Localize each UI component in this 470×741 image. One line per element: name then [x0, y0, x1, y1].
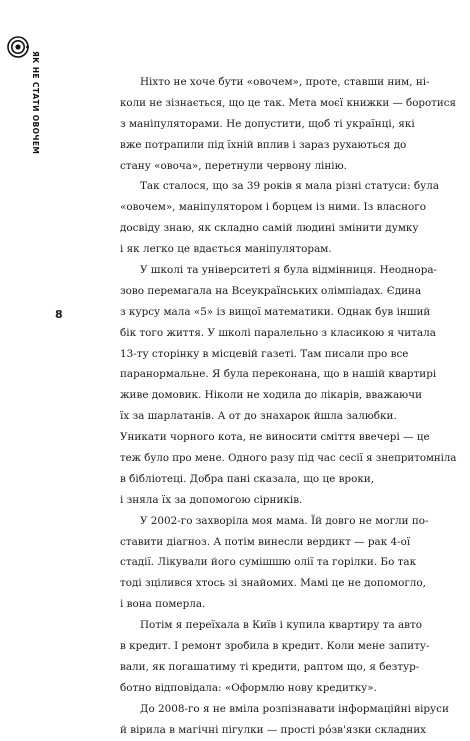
- text-line: До 2008-го я не вміла розпізнавати інформаційні віруси: [140, 702, 449, 715]
- text-line: ботно відповідала: «Оформлю нову кредитку».: [120, 681, 377, 694]
- text-line: досвіду знаю, як складно самій людині змінити думку: [120, 222, 419, 235]
- text-line: Уникати чорного кота, не виносити сміття ввечері — це: [120, 431, 430, 444]
- text-line: 13-ту сторінку в місцевій газеті. Там писали про все: [120, 347, 409, 360]
- text-line: і зняла їх за допомогою сірників.: [120, 493, 303, 506]
- text-line: У 2002-го захворіла моя мама. Їй довго не могли по-: [140, 514, 429, 527]
- text-line: і вона померла.: [120, 598, 206, 611]
- text-line: Ніхто не хоче бути «овочем», проте, ставши ним, ні-: [140, 76, 430, 88]
- text-line: їх за шарлатанів. А от до знахарок йшла залюбки.: [120, 410, 397, 423]
- text-line: з маніпуляторами. Не допустити, щоб ті українці, які: [120, 117, 415, 130]
- text-line: з курсу мала «5» із вищої математики. Однак був інший: [120, 305, 431, 318]
- text-line: вже потрапили під їхній вплив і зараз рухаються до: [120, 138, 407, 151]
- text-line: зово перемагала на Всеукраїнських олімпіадах. Єдина: [120, 284, 422, 297]
- text-line: Так сталося, що за 39 років я мала різні статуси: була: [140, 180, 440, 193]
- text-line: коли не зізнається, що це так. Мета моєї книжки — боротися: [120, 96, 456, 109]
- text-line: в кредит. І ремонт зробила в кредит. Коли мене запиту-: [120, 640, 430, 653]
- text-line: ставити діагноз. А потім винесли вердикт — рак 4-ої: [120, 535, 411, 548]
- text-line: живе домовик. Ніколи не ходила до лікарів, вважаючи: [120, 389, 423, 402]
- text-line: бік того життя. У школі паралельно з класикою я читала: [120, 326, 436, 339]
- text-line: «овочем», маніпулятором і борцем із ними. Із власного: [120, 201, 426, 214]
- text-line: і як легко це вдається маніпуляторам.: [120, 243, 332, 256]
- text-line: стану «овоча», перетнули червону лінію.: [120, 159, 347, 172]
- concentric-rings-logo-icon: [6, 35, 30, 59]
- text-line: Потім я переїхала в Київ і купила квартиру та авто: [140, 619, 422, 632]
- text-line: стадії. Лікували його сумішшю олії та горілки. Бо так: [120, 556, 417, 569]
- running-head: [30, 51, 50, 161]
- running-head-text: ЯК НЕ СТАТИ ОВОЧЕМ: [31, 51, 40, 155]
- text-line: в бібліотеці. Добра пані сказала, що це вроки,: [120, 472, 375, 485]
- text-line: паранормальне. Я була переконана, що в нашій квартирі: [120, 368, 437, 381]
- text-line: тоді зцілився хтось зі знайомих. Мамі це не допомогло,: [120, 577, 426, 590]
- text-line: вали, як погашатиму ті кредити, раптом що, я безтур-: [120, 660, 420, 673]
- body-text: [120, 72, 456, 741]
- text-line: теж було про мене. Одного разу під час сесії я знепритомніла: [120, 452, 457, 465]
- page-number: 8: [55, 308, 63, 321]
- text-line: й вірила в магічні пігулки — прості рóзв'язки складних: [120, 723, 426, 736]
- text-line: У школі та університеті я була відмінниця. Неоднора-: [140, 264, 438, 277]
